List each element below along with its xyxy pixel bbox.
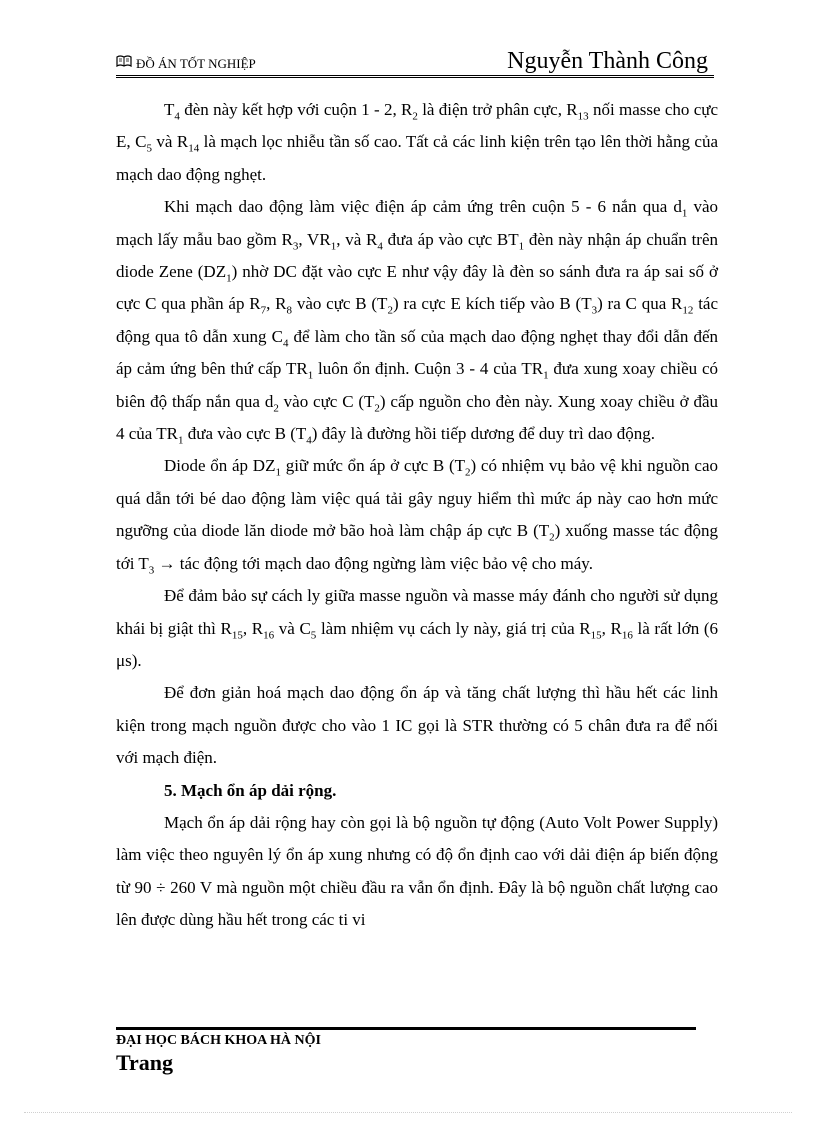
text-run: ) xuống masse tác động tới T <box>116 521 718 573</box>
subscript: 1 <box>543 369 549 382</box>
text-run: tác động qua tô dẫn xung C <box>116 294 719 346</box>
text-run: , và R <box>336 229 378 249</box>
header-author: Nguyễn Thành Công <box>507 48 708 74</box>
page-header <box>116 44 714 78</box>
text-run: nối masse cho cực E, C <box>116 100 718 152</box>
text-run: ) ra C qua R <box>597 294 683 314</box>
text-run: làm nhiệm vụ cách ly này, giá trị của R <box>316 618 591 638</box>
text-run: vào cực B (T <box>292 294 388 314</box>
subscript: 2 <box>273 402 279 415</box>
subscript: 7 <box>260 304 267 317</box>
text-run: ) nhờ DC đặt vào cực E như vậy đây là đèn so sánh đưa ra áp sai số ở cực C qua phần áp R <box>116 262 718 314</box>
text-run: , VR <box>298 229 331 249</box>
text-run: ) ra cực E kích tiếp vào B (T <box>392 294 592 314</box>
text-run: , R <box>601 618 622 638</box>
subscript: 1 <box>518 240 525 253</box>
subscript: 2 <box>465 466 471 479</box>
subscript: 8 <box>286 304 293 317</box>
subscript: 2 <box>387 304 393 317</box>
footer-page-label: Trang <box>116 1050 174 1075</box>
text-run: đèn này nhận áp chuẩn trên diode Zene (DZ <box>116 229 718 282</box>
subscript: 5 <box>310 628 317 641</box>
text-run: là mạch lọc nhiễu tần số cao. Tất cả các linh kiện trên tạo lên thời hằng của mạch dao động nghẹt. <box>116 132 719 184</box>
subscript: 2 <box>549 531 555 544</box>
paragraph-2 <box>116 191 718 450</box>
paragraph-4 <box>116 580 718 677</box>
text-run: Diode ổn áp DZ <box>164 456 276 476</box>
text-run: , R <box>242 618 264 638</box>
paragraph-3 <box>116 450 718 580</box>
subscript: 4 <box>306 434 312 447</box>
text-run: để làm cho tần số của mạch dao động nghẹt thay đổi dẫn đến áp cảm ứng bên thứ cấp TR <box>116 326 718 379</box>
subscript: 3 <box>292 240 299 253</box>
text-run: đèn này kết hợp với cuộn 1 - 2, R <box>179 100 413 119</box>
text-run: Để đảm bảo sự cách ly giữa masse nguồn và masse máy đánh cho người sử dụng khái bị giật thì R <box>116 586 718 638</box>
text-run: ) đây là đường hồi tiếp dương để duy trì dao động. <box>311 424 656 444</box>
subscript: 1 <box>178 434 184 447</box>
text-run: đưa áp vào cực BT <box>382 229 519 249</box>
subscript: 15 <box>231 628 243 641</box>
subscript: 12 <box>682 304 694 317</box>
text-run: giữ mức ổn áp ở cực B (T <box>280 456 465 476</box>
text-run: và C <box>274 618 311 638</box>
subscript: 1 <box>275 466 281 479</box>
header-rule <box>116 75 714 78</box>
page-bottom-dotted-line <box>24 1112 792 1113</box>
section-heading: 5. Mạch ổn áp dải rộng. <box>164 780 337 800</box>
subscript: 1 <box>307 369 314 382</box>
subscript: 16 <box>621 628 633 641</box>
text-run: vào cực C (T <box>278 391 375 411</box>
subscript: 4 <box>377 240 383 253</box>
subscript: 1 <box>681 207 688 220</box>
text-run: T <box>164 100 175 119</box>
text-run: là rất lớn (6 μs). <box>116 618 719 670</box>
header-title: ĐỒ ÁN TỐT NGHIỆP <box>136 55 256 71</box>
subscript: 1 <box>330 240 337 253</box>
subscript: 14 <box>188 142 200 155</box>
subscript: 5 <box>146 142 152 155</box>
subscript: 4 <box>174 110 180 123</box>
subscript: 2 <box>374 402 380 415</box>
header-left <box>116 55 256 72</box>
text-run: luôn ổn định. Cuộn 3 - 4 của TR <box>313 359 544 379</box>
paragraph-6: Mạch ổn áp dải rộng hay còn gọi là bộ nguồn tự động (Auto Volt Power Supply) làm việc theo nguyên lý ổn áp xung nhưng có độ ổn định cao với dải điện áp biến động từ 90 ÷ 260 V mà nguồn một chiều đầu ra vẫn ổn định. Đây là bộ nguồn chất lượng cao lên được dùng hầu hết trong các ti vi <box>116 812 718 930</box>
text-run: đưa vào cực B (T <box>183 424 307 444</box>
subscript: 1 <box>226 272 232 285</box>
text-run: ) cấp nguồn cho đèn này. Xung xoay chiều ở đầu 4 của TR <box>116 391 718 444</box>
subscript: 4 <box>282 337 289 350</box>
document-body <box>116 94 718 937</box>
text-run: là điện trở phân cực, R <box>417 100 578 119</box>
subscript: 15 <box>590 628 602 641</box>
text-run: vào mạch lấy mẫu bao gồm R <box>116 197 719 249</box>
text-run: ) có nhiệm vụ bảo vệ khi nguồn cao quá dẫn tới bé dao động làm việc quá tải gây nguy hiểm thì mức áp này cao hơn mức ngưỡng của diode lăn diode mở bão hoà làm chập áp cực B (T <box>116 456 718 541</box>
text-run: đưa xung xoay chiều có biên độ thấp nắn qua d <box>116 359 719 411</box>
subscript: 3 <box>148 564 155 577</box>
text-run: , R <box>266 294 287 314</box>
subscript: 16 <box>263 628 275 641</box>
subscript: 2 <box>412 110 418 123</box>
subscript: 3 <box>591 304 598 317</box>
footer-rule <box>116 1027 696 1030</box>
paragraph-1 <box>116 94 718 191</box>
book-icon <box>116 55 132 72</box>
footer-school: ĐẠI HỌC BÁCH KHOA HÀ NỘI <box>116 1033 321 1048</box>
paragraph-5: Để đơn giản hoá mạch dao động ổn áp và tăng chất lượng thì hầu hết các linh kiện trong mạch nguồn được cho vào 1 IC gọi là STR thường có 5 chân đưa ra để nối với mạch điện. <box>116 683 718 768</box>
subscript: 13 <box>577 110 589 123</box>
text-run: Khi mạch dao động làm việc điện áp cảm ứng trên cuộn 5 - 6 nắn qua d <box>164 197 682 217</box>
text-run: và R <box>151 132 189 152</box>
text-run: → tác động tới mạch dao động ngừng làm việc bảo vệ cho máy. <box>154 553 593 573</box>
